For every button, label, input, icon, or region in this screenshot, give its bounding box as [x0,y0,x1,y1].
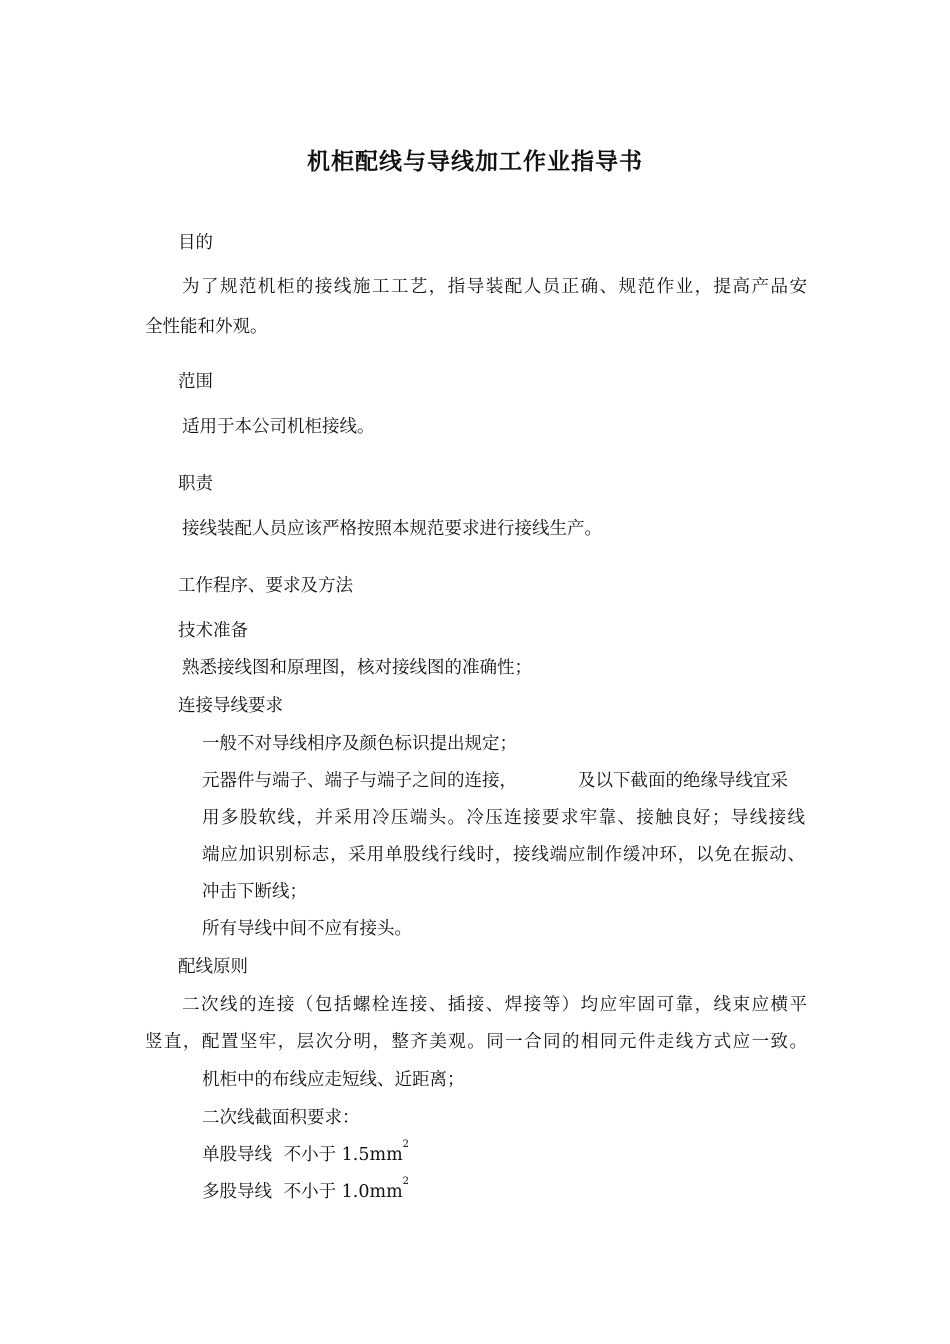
wiring-principles-para-line-1: 二次线的连接（包括螺栓连接、插接、焊接等）均应牢固可靠，线束应横平 [182,995,807,1015]
responsibility-text: 接线装配人员应该严格按照本规范要求进行接线生产。 [182,519,602,539]
wire-req-item-1: 一般不对导线相序及颜色标识提出规定； [202,734,517,754]
wire-req-item-2-line-4: 冲击下断线； [202,882,307,902]
subsection-heading-wiring-principles: 配线原则 [178,957,248,977]
wiring-principles-para-line-2: 竖直，配置坚牢，层次分明，整齐美观。同一合同的相同元件走线方式应一致。 [145,1032,807,1052]
subsection-heading-wire-requirements: 连接导线要求 [178,696,283,716]
wiring-principles-item-2: 二次线截面积要求： [202,1108,360,1128]
single-wire-spec [202,1141,409,1166]
multi-wire-superscript: 2 [402,1176,410,1187]
wiring-principles-item-1: 机柜中的布线应走短线、近距离； [202,1070,465,1090]
single-wire-value: 不小于 1.5mm [283,1145,403,1165]
single-wire-superscript: 2 [402,1139,410,1150]
scope-text: 适用于本公司机柜接线。 [182,417,375,437]
single-wire-label: 单股导线 [202,1145,272,1165]
purpose-text-line-2: 全性能和外观。 [145,317,268,337]
wire-req-item-2-line-3: 端应加识别标志，采用单股线行线时，接线端应制作缓冲环，以免在振动、 [202,845,805,865]
multi-wire-value: 不小于 1.0mm [283,1182,403,1202]
purpose-text-line-1: 为了规范机柜的接线施工工艺，指导装配人员正确、规范作业，提高产品安 [182,277,807,297]
document-title: 机柜配线与导线加工作业指导书 [307,149,643,175]
wire-req-item-2-line-1b: 及以下截面的绝缘导线宜采 [578,771,788,791]
wire-req-item-2-line-2: 用多股软线，并采用冷压端头。冷压连接要求牢靠、接触良好；导线接线 [202,808,805,828]
wire-req-item-3: 所有导线中间不应有接头。 [202,919,412,939]
wire-req-item-2-line-1a: 元器件与端子、端子与端子之间的连接， [202,771,517,791]
section-heading-responsibility: 职责 [178,474,213,494]
section-heading-purpose: 目的 [178,233,213,253]
tech-prep-text: 熟悉接线图和原理图，核对接线图的准确性； [182,658,532,678]
multi-wire-spec [202,1178,409,1203]
section-heading-scope: 范围 [178,372,213,392]
multi-wire-label: 多股导线 [202,1182,272,1202]
subsection-heading-tech-prep: 技术准备 [178,621,248,641]
section-heading-procedure: 工作程序、要求及方法 [178,576,353,596]
